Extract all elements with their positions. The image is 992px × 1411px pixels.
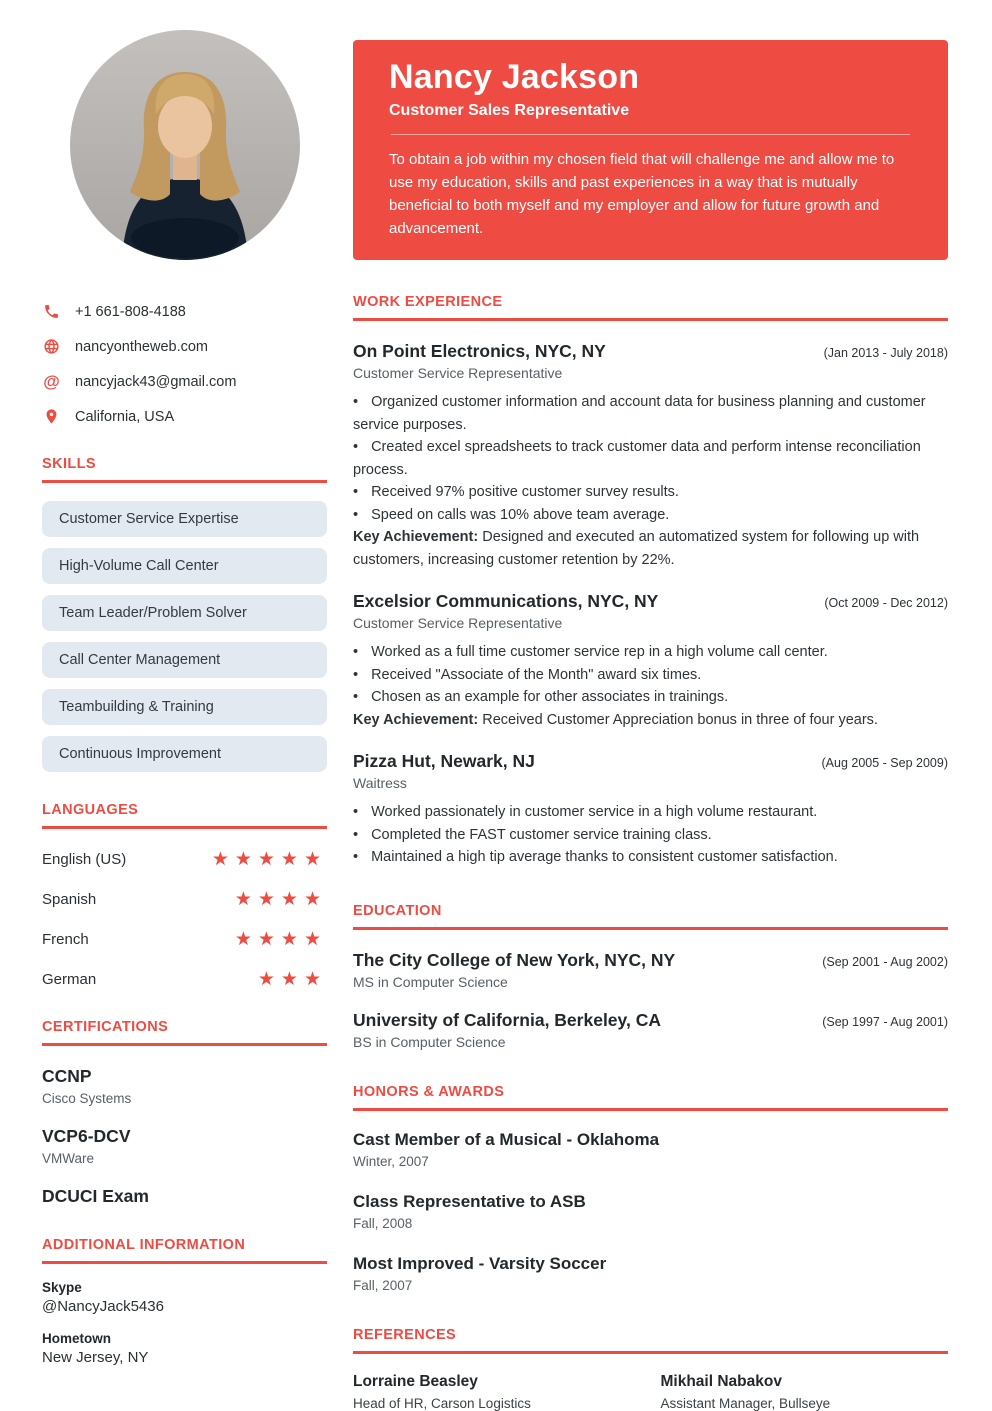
education-dates: (Sep 1997 - Aug 2001) [822,1014,948,1029]
languages-section [42,802,327,989]
skills-heading: SKILLS [42,456,96,472]
education-section [353,903,948,1050]
bullet-dot: • [353,506,359,523]
job-dates: (Oct 2009 - Dec 2012) [824,596,948,611]
education-school: The City College of New York, NYC, NY [353,949,676,970]
honor-entry [353,1130,948,1169]
contact-item-email [42,372,327,391]
star-rating: ★★★★ [234,889,327,910]
bullet-dot: • [353,849,359,866]
job-bullets [353,801,948,869]
additional-info-section [42,1237,327,1366]
education-entry [353,950,948,990]
language-row [42,970,327,989]
job-entry [353,751,948,869]
skills-section [42,456,327,772]
certification-item [42,1126,327,1166]
job-role: Customer Service Representative [353,615,563,632]
honor-name: Class Representative to ASB [353,1191,586,1211]
key-achievement-label: Key Achievement: [353,529,479,546]
bullet-dot: • [353,644,359,661]
sidebar [42,0,327,1404]
language-row [42,930,327,949]
objective-summary: To obtain a job within my chosen field that will challenge me and allow me to use my education, skills and past experiences in a way that is mutually beneficial to both myself and my employer and allow for future growth and advancement. [389,151,895,238]
job-company: Pizza Hut, Newark, NJ [353,751,535,772]
job-bullet-text: Received "Associate of the Month" award six times. [371,666,702,683]
bullet-dot: • [353,826,359,843]
additional-info-value: @NancyJack5436 [42,1298,164,1315]
education-degree: MS in Computer Science [353,973,508,990]
language-name: Spanish [42,891,97,908]
job-bullet [353,801,948,824]
references-section [353,1327,948,1411]
additional-info-label: Skype [42,1280,82,1295]
job-bullet [353,504,948,527]
job-company: Excelsior Communications, NYC, NY [353,591,659,612]
honor-entry [353,1254,948,1293]
certification-org: Cisco Systems [42,1091,132,1106]
honor-date: Winter, 2007 [353,1153,429,1169]
person-name: Nancy Jackson [389,58,640,96]
profile-photo-illustration [70,30,300,260]
languages-heading: LANGUAGES [42,802,139,818]
language-row [42,890,327,909]
contact-email-text: nancyjack43@gmail.com [75,373,237,390]
job-bullet-text: Worked as a full time customer service rep in a high volume call center. [371,644,828,661]
education-entry-header [353,1010,948,1031]
bullet-dot: • [353,394,359,411]
certifications-section [42,1019,327,1207]
references-heading-rule [353,1351,948,1354]
languages-heading-rule [42,826,327,829]
job-bullet [353,391,948,436]
honor-entry [353,1192,948,1231]
contact-phone-text: +1 661-808-4188 [75,303,186,320]
certification-name: DCUCI Exam [42,1186,149,1206]
job-bullet [353,664,948,687]
work-experience-heading: WORK EXPERIENCE [353,294,503,311]
reference-name: Lorraine Beasley [353,1372,478,1390]
additional-info-label: Hometown [42,1331,111,1346]
job-bullet [353,481,948,504]
reference-entry [661,1373,949,1411]
honor-date: Fall, 2008 [353,1215,413,1231]
job-header [353,751,948,772]
key-achievement-text: Designed and executed an automatized system for following up with customers, increasing customer retention by 22%. [353,529,920,568]
reference-role: Head of HR, Carson Logistics [353,1395,531,1411]
profile-photo [70,30,300,260]
additional-info-heading: ADDITIONAL INFORMATION [42,1237,246,1253]
reference-name: Mikhail Nabakov [660,1372,782,1390]
contact-website-text: nancyontheweb.com [75,338,208,355]
job-bullet-text: Completed the FAST customer service training class. [371,826,712,843]
additional-info-item [42,1280,327,1315]
key-achievement-label: Key Achievement: [353,711,479,728]
reference-role: Assistant Manager, Bullseye [660,1395,831,1411]
location-icon [42,407,61,426]
job-bullet [353,846,948,869]
job-bullet-text: Worked passionately in customer service in a high volume restaurant. [371,804,818,821]
bullet-dot: • [353,666,359,683]
skill-pill: High-Volume Call Center [42,548,327,584]
contact-item-phone [42,302,327,321]
references-heading: REFERENCES [353,1326,457,1343]
job-dates: (Jan 2013 - July 2018) [823,346,948,361]
job-bullet-text: Organized customer information and account data for business planning and customer service purposes. [353,394,926,433]
bullet-dot: • [353,804,359,821]
name-header [353,40,948,260]
contact-item-location [42,407,327,426]
language-name: German [42,971,97,988]
work-experience-heading-rule [353,318,948,321]
contact-location-text: California, USA [75,408,175,425]
additional-info-heading-rule [42,1261,327,1264]
work-experience-section [353,294,948,869]
language-name: French [42,931,89,948]
job-key-achievement [353,526,948,571]
education-entry-header [353,950,948,971]
certifications-heading: CERTIFICATIONS [42,1019,169,1035]
star-rating: ★★★★★ [211,849,327,870]
education-school: University of California, Berkeley, CA [353,1009,661,1030]
job-dates: (Aug 2005 - Sep 2009) [821,756,948,771]
education-entry [353,1010,948,1050]
job-bullet-text: Maintained a high tip average thanks to consistent customer satisfaction. [371,849,838,866]
honors-awards-section [353,1084,948,1293]
skill-pill: Customer Service Expertise [42,501,327,537]
job-bullets [353,391,948,571]
job-company: On Point Electronics, NYC, NY [353,341,606,362]
honors-awards-heading-rule [353,1108,948,1111]
honor-name: Most Improved - Varsity Soccer [353,1253,607,1273]
honor-date: Fall, 2007 [353,1277,413,1293]
bullet-dot: • [353,439,359,456]
additional-info-value: New Jersey, NY [42,1349,149,1366]
skill-pill: Teambuilding & Training [42,689,327,725]
job-bullet-text: Received 97% positive customer survey results. [371,484,679,501]
job-header [353,591,948,612]
job-bullet [353,436,948,481]
certification-item [42,1186,327,1207]
additional-info-item [42,1331,327,1366]
skill-pill: Team Leader/Problem Solver [42,595,327,631]
key-achievement-text: Received Customer Appreciation bonus in three of four years. [482,711,878,728]
skill-pill: Continuous Improvement [42,736,327,772]
job-bullet [353,686,948,709]
job-bullets [353,641,948,731]
job-key-achievement [353,709,948,732]
job-bullet-text: Created excel spreadsheets to track customer data and perform intense reconciliation process. [353,439,921,478]
job-entry [353,341,948,571]
certification-name: VCP6-DCV [42,1126,131,1146]
language-name: English (US) [42,851,127,868]
job-bullet [353,824,948,847]
skill-pill: Call Center Management [42,642,327,678]
education-heading: EDUCATION [353,902,442,919]
honor-name: Cast Member of a Musical - Oklahoma [353,1129,660,1149]
job-bullet-text: Speed on calls was 10% above team average. [371,506,670,523]
at-icon: @ [43,372,60,391]
certification-org: VMWare [42,1151,95,1166]
job-bullet [353,641,948,664]
phone-icon [42,302,61,321]
education-degree: BS in Computer Science [353,1033,506,1050]
main-column [353,0,948,1411]
honors-awards-heading: HONORS & AWARDS [353,1083,505,1100]
contact-item-website [42,337,327,356]
reference-entry [353,1373,641,1411]
job-bullet-text: Chosen as an example for other associates in trainings. [371,689,729,706]
contact-list [42,302,327,426]
skills-heading-rule [42,480,327,483]
certification-name: CCNP [42,1066,92,1086]
star-rating: ★★★★ [234,929,327,950]
job-role: Waitress [353,775,407,792]
language-row [42,850,327,869]
person-job-title: Customer Sales Representative [389,102,630,120]
certification-item [42,1066,327,1106]
bullet-dot: • [353,689,359,706]
header-divider [391,134,910,135]
education-heading-rule [353,927,948,930]
references-grid [353,1373,948,1411]
education-dates: (Sep 2001 - Aug 2002) [822,954,948,969]
bullet-dot: • [353,484,359,501]
star-rating: ★★★ [257,969,327,990]
certifications-heading-rule [42,1043,327,1046]
globe-icon [42,337,61,356]
job-header [353,341,948,362]
job-role: Customer Service Representative [353,365,563,382]
job-entry [353,591,948,731]
skills-list [42,501,327,772]
